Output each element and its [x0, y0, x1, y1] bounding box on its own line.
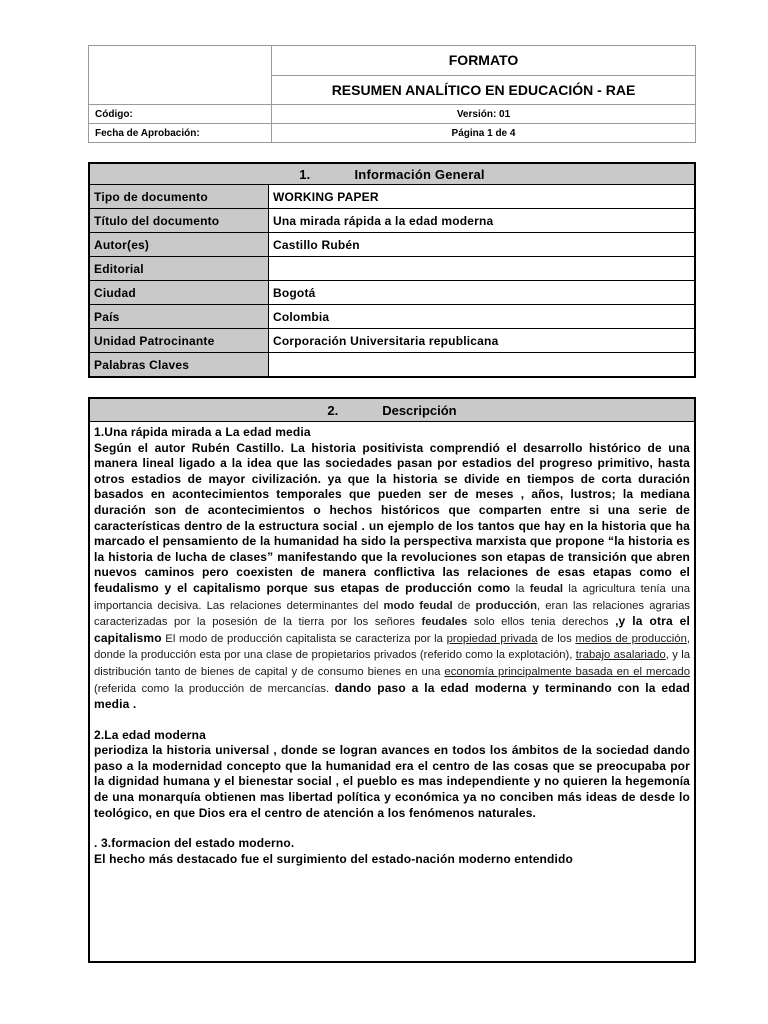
info-value: Colombia	[269, 305, 696, 329]
info-label: País	[89, 305, 269, 329]
info-label: Unidad Patrocinante	[89, 329, 269, 353]
info-value	[269, 353, 696, 378]
paragraph-edad-media: Según el autor Rubén Castillo. La historia positivista comprendió el desarrollo histórico de una manera lineal ligado a la idea que las sociedades pasan por estadios del progreso primitivo, hasta otros estadios de mayor civilización. ya que la historia se divide en tiempos de corta duración basados en acontecimientos temporales que pueden ser de meses , años, lustros; la mediana duración son de acontecimientos o hechos históricos que comparten entre si una serie de características dentro de la estructura social . un ejemplo de los tantos que hay en la historia que ha marcado el pensamiento de la humanidad ha sido la perspectiva marxista que propone “la historia es la historia de lucha de clases” manifestando que la revoluciones son etapas de transición que abren nuevos caminos pero coexisten de manera conflictiva las relaciones de esas etapas como el feudalismo y el capitalismo porque sus etapas de producción como la feudal la agricultura tenía una importancia decisiva. Las relaciones determinantes del modo feudal de producción, eran las relaciones agrarias caracterizadas por la posesión de la tierra por los señores feudales solo ellos tenia derechos ,y la otra el capitalismo El modo de producción capitalista se caracteriza por la propiedad privada de los medios de producción, donde la producción esta por una clase de propietarios privados (referido como la explotación), trabajo asalariado, y la distribución tanto de bienes de capital y de consumo bienes en una economía principalmente basada en el mercado (referida como la producción de mercancías. dando paso a la edad moderna y terminando con la edad media .	[94, 440, 691, 712]
info-value: Castillo Rubén	[269, 233, 696, 257]
link-economia-mercado: economía principalmente basada en el mercado	[444, 665, 690, 678]
section1-title: Información General	[354, 166, 485, 182]
section1-number: 1.	[299, 166, 311, 182]
info-label: Palabras Claves	[89, 353, 269, 378]
link-medios-produccion: medios de producción	[575, 632, 687, 645]
info-row	[89, 281, 695, 305]
info-value: Una mirada rápida a la edad moderna	[269, 209, 696, 233]
paragraph-edad-moderna: periodiza la historia universal , donde se logran avances en todos los ámbitos de la sociedad dando paso a la modernidad concepto que la humanidad era el centro de las cosas que se preocupaba por la dignidad humana y el bienestar social , el pueblo es mas independiente y no quieren la hegemonía de una monarquía obtienen mas libertad política y económica ya no conciben más ideas de desde lo teológico, en que Dios era el centro de atención a los fenómenos naturales.	[94, 743, 690, 820]
info-label: Tipo de documento	[89, 185, 269, 209]
fecha-label: Fecha de Aprobación:	[89, 124, 272, 143]
subheading-edad-media: 1.Una rápida mirada a La edad media	[94, 425, 311, 439]
info-row	[89, 209, 695, 233]
info-value: WORKING PAPER	[269, 185, 696, 209]
info-row	[89, 257, 695, 281]
link-trabajo-asalariado: trabajo asalariado	[575, 649, 666, 662]
info-value	[269, 257, 696, 281]
subheading-edad-moderna: 2.La edad moderna	[94, 727, 206, 742]
info-label: Editorial	[89, 257, 269, 281]
info-row	[89, 233, 695, 257]
description-body	[89, 422, 695, 963]
link-propiedad-privada: propiedad privada	[446, 632, 538, 645]
section2-number: 2.	[327, 402, 339, 418]
subheading-estado-moderno: . 3.formacion del estado moderno.	[94, 836, 295, 851]
header-table	[88, 45, 696, 143]
info-row	[89, 353, 695, 378]
general-info-table	[88, 162, 696, 378]
info-label: Ciudad	[89, 281, 269, 305]
description-table	[88, 397, 696, 963]
section2-title: Descripción	[382, 402, 457, 418]
format-title: FORMATO	[272, 46, 696, 76]
info-row	[89, 305, 695, 329]
info-label: Autor(es)	[89, 233, 269, 257]
section2-heading	[89, 398, 695, 422]
info-row	[89, 185, 695, 209]
info-value: Bogotá	[269, 281, 696, 305]
info-value: Corporación Universitaria republicana	[269, 329, 696, 353]
info-row	[89, 329, 695, 353]
version-label: Versión: 01	[272, 105, 696, 124]
format-subtitle: RESUMEN ANALÍTICO EN EDUCACIÓN - RAE	[272, 75, 696, 105]
logo-placeholder	[89, 46, 272, 105]
paragraph-estado-moderno: El hecho más destacado fue el surgimiento del estado-nación moderno entendido	[94, 851, 573, 866]
codigo-label: Código:	[89, 105, 272, 124]
info-label: Título del documento	[89, 209, 269, 233]
section1-heading	[89, 163, 695, 185]
pagina-label: Página 1 de 4	[272, 124, 696, 143]
